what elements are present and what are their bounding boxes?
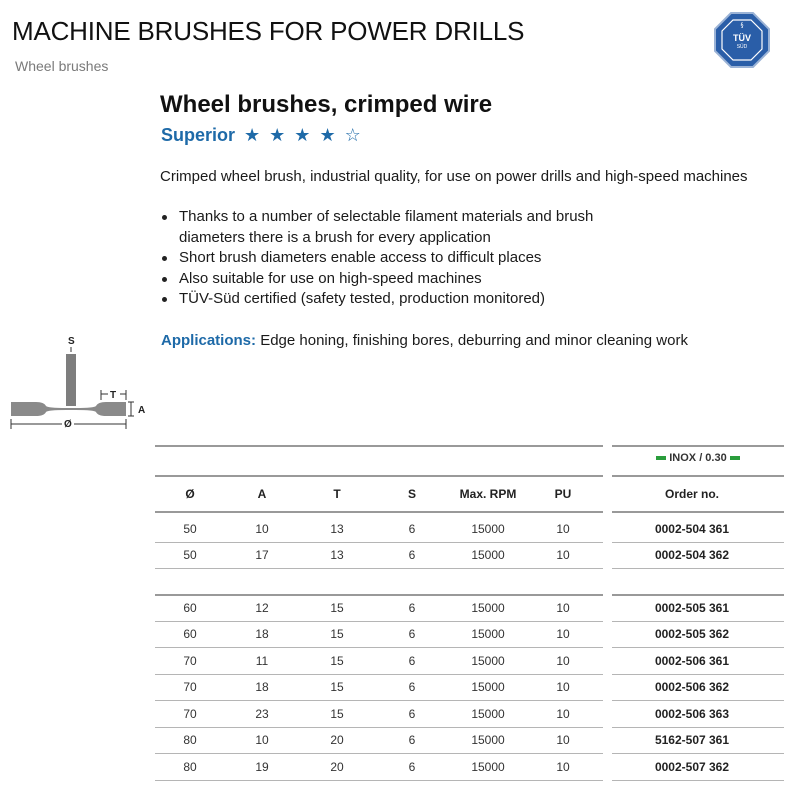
row-divider xyxy=(612,568,784,569)
cell-order-no: 0002-506 362 xyxy=(654,680,730,694)
diagram-label-t: T xyxy=(110,390,117,401)
cell-a: 10 xyxy=(255,733,269,747)
row-divider xyxy=(612,700,784,701)
cell-a: 19 xyxy=(255,760,269,774)
header-top-rule xyxy=(155,475,603,477)
row-divider xyxy=(155,753,603,754)
cell-order-no: 0002-505 362 xyxy=(654,627,730,641)
cell-s: 6 xyxy=(408,680,416,694)
empty-star: ☆ xyxy=(344,125,363,145)
row-divider xyxy=(155,674,603,675)
tuv-sud-certification-logo xyxy=(714,12,770,68)
header-bottom-rule-order xyxy=(612,511,784,513)
cell-max-rpm: 15000 xyxy=(471,760,505,774)
cell-t: 13 xyxy=(330,522,344,536)
cell-t: 13 xyxy=(330,548,344,562)
feature-item: Thanks to a number of selectable filament materials and brush diameters there is a brush for every application xyxy=(160,207,640,248)
cell-s: 6 xyxy=(408,601,416,615)
material-bar-icon xyxy=(730,456,740,460)
header-top-rule-order xyxy=(612,475,784,477)
row-divider xyxy=(612,647,784,648)
cell-max-rpm: 15000 xyxy=(471,733,505,747)
column-header-t: T xyxy=(333,487,341,501)
cell-s: 6 xyxy=(408,548,416,562)
row-divider xyxy=(612,621,784,622)
cell-order-no: 0002-506 363 xyxy=(654,707,730,721)
brush-dimension-diagram xyxy=(8,334,156,430)
applications-label: Applications: xyxy=(161,332,257,349)
star-rating-icon xyxy=(244,125,363,145)
cell-s: 6 xyxy=(408,760,416,774)
material-label: INOX / 0.30 xyxy=(669,452,727,464)
cell-diameter: 60 xyxy=(183,627,197,641)
cell-order-no: 5162-507 361 xyxy=(654,733,730,747)
feature-item: Also suitable for use on high-speed machines xyxy=(160,269,640,290)
tuv-logo-text xyxy=(714,34,770,52)
cell-pu: 10 xyxy=(556,733,570,747)
cell-t: 15 xyxy=(330,680,344,694)
row-divider xyxy=(155,621,603,622)
row-divider xyxy=(612,780,784,781)
shaft-shape xyxy=(66,354,76,406)
cell-pu: 10 xyxy=(556,522,570,536)
cell-max-rpm: 15000 xyxy=(471,522,505,536)
cell-max-rpm: 15000 xyxy=(471,707,505,721)
row-divider xyxy=(155,780,603,781)
feature-item: TÜV-Süd certified (safety tested, production monitored) xyxy=(160,289,640,310)
column-header-diameter: Ø xyxy=(185,487,195,501)
cell-max-rpm: 15000 xyxy=(471,627,505,641)
cell-s: 6 xyxy=(408,654,416,668)
tuv-logo-line2: SÜD xyxy=(736,44,748,50)
order-top-rule xyxy=(612,445,784,447)
cell-t: 20 xyxy=(330,733,344,747)
cell-pu: 10 xyxy=(556,627,570,641)
row-divider xyxy=(612,674,784,675)
cell-t: 15 xyxy=(330,627,344,641)
feature-item: Short brush diameters enable access to difficult places xyxy=(160,248,640,269)
cell-diameter: 80 xyxy=(183,733,197,747)
filled-stars: ★ ★ ★ ★ xyxy=(244,125,338,145)
cell-pu: 10 xyxy=(556,707,570,721)
cell-diameter: 80 xyxy=(183,760,197,774)
cell-diameter: 50 xyxy=(183,548,197,562)
cell-s: 6 xyxy=(408,522,416,536)
cell-t: 20 xyxy=(330,760,344,774)
applications xyxy=(161,332,688,349)
header-bottom-rule xyxy=(155,511,603,513)
diagram-label-diameter: Ø xyxy=(64,419,72,430)
cell-a: 11 xyxy=(255,654,269,668)
cell-t: 15 xyxy=(330,654,344,668)
row-divider xyxy=(155,647,603,648)
cell-t: 15 xyxy=(330,601,344,615)
row-divider xyxy=(612,542,784,543)
cell-order-no: 0002-507 362 xyxy=(654,760,730,774)
diagram-label-s: S xyxy=(68,336,75,347)
cell-order-no: 0002-504 362 xyxy=(654,548,730,562)
column-header-max-rpm: Max. RPM xyxy=(459,487,517,501)
cell-max-rpm: 15000 xyxy=(471,601,505,615)
material-header xyxy=(612,452,784,464)
cell-max-rpm: 15000 xyxy=(471,548,505,562)
row-divider xyxy=(155,700,603,701)
cell-pu: 10 xyxy=(556,760,570,774)
row-divider xyxy=(612,727,784,728)
cell-diameter: 60 xyxy=(183,601,197,615)
cell-max-rpm: 15000 xyxy=(471,654,505,668)
feature-list xyxy=(160,207,640,310)
diagram-label-a: A xyxy=(138,405,146,416)
tuv-logo-line1: TÜV xyxy=(733,33,751,43)
cell-diameter: 50 xyxy=(183,522,197,536)
svg-text:§: § xyxy=(740,22,744,29)
column-header-pu: PU xyxy=(554,487,572,501)
cell-pu: 10 xyxy=(556,548,570,562)
quality-label: Superior xyxy=(161,125,236,145)
product-title: Wheel brushes, crimped wire xyxy=(160,91,493,118)
cell-order-no: 0002-504 361 xyxy=(654,522,730,536)
cell-order-no: 0002-506 361 xyxy=(654,654,730,668)
column-header-order-no: Order no. xyxy=(664,487,719,501)
product-description: Crimped wheel brush, industrial quality, for use on power drills and high-speed machines xyxy=(160,168,748,185)
cell-a: 17 xyxy=(255,548,269,562)
cell-s: 6 xyxy=(408,627,416,641)
applications-text: Edge honing, finishing bores, deburring and minor cleaning work xyxy=(260,332,688,349)
row-divider xyxy=(155,542,603,543)
cell-s: 6 xyxy=(408,733,416,747)
page-title: MACHINE BRUSHES FOR POWER DRILLS xyxy=(12,16,525,46)
cell-a: 18 xyxy=(255,627,269,641)
cell-diameter: 70 xyxy=(183,707,197,721)
breadcrumb-subtitle: Wheel brushes xyxy=(15,58,109,74)
group-divider xyxy=(155,594,603,596)
table-top-rule xyxy=(155,445,603,447)
cell-a: 10 xyxy=(255,522,269,536)
cell-a: 23 xyxy=(255,707,269,721)
row-divider xyxy=(155,568,603,569)
cell-diameter: 70 xyxy=(183,654,197,668)
cell-max-rpm: 15000 xyxy=(471,680,505,694)
row-divider xyxy=(155,727,603,728)
cell-diameter: 70 xyxy=(183,680,197,694)
group-divider xyxy=(612,594,784,596)
cell-pu: 10 xyxy=(556,654,570,668)
cell-pu: 10 xyxy=(556,680,570,694)
cell-t: 15 xyxy=(330,707,344,721)
column-header-s: S xyxy=(407,487,416,501)
cell-s: 6 xyxy=(408,707,416,721)
cell-order-no: 0002-505 361 xyxy=(654,601,730,615)
cell-a: 12 xyxy=(255,601,269,615)
cell-a: 18 xyxy=(255,680,269,694)
row-divider xyxy=(612,753,784,754)
quality-rating xyxy=(161,124,363,146)
column-header-a: A xyxy=(257,487,267,501)
material-bar-icon xyxy=(656,456,666,460)
cell-pu: 10 xyxy=(556,601,570,615)
